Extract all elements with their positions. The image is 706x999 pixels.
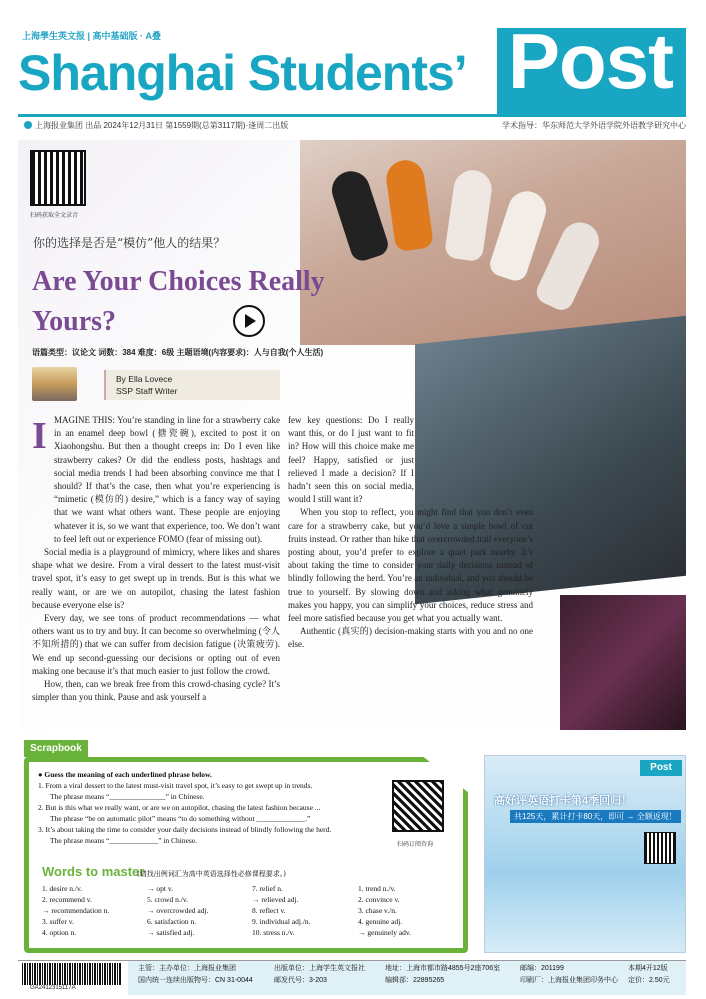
ad-qr-code[interactable] <box>644 832 676 864</box>
word-item: 3. chase v./n. <box>358 906 397 915</box>
author-title: SSP Staff Writer <box>116 386 178 396</box>
word-item: 2. recommend v. <box>42 895 92 904</box>
scrapbook-tab: Scrapbook <box>24 740 88 757</box>
article-column-1 <box>32 414 280 704</box>
word-item: → relieved adj. <box>252 895 299 904</box>
paragraph: When you stop to reflect, you might find that you don’t even care for a strawberry cake, but you’d love a simple bowl of cut fruits instead. Or rather than hike that overcrowded trail everyone’s posting about, you’d prefer to explore a quiet park nearby. It’s about taking the time to consider your daily decisions instead of blindly following the herd. You’re an individual, and you should be true to yourself. By slowing down and asking what genuinely makes you happy, you can simplify your choices, reduce stress and feel more satisfied because you get what you actually want. <box>288 507 533 624</box>
word-item: → satisfied adj. <box>147 928 195 937</box>
nail-image <box>327 166 391 263</box>
word-item: 6. satisfaction n. <box>147 917 197 926</box>
word-item: 5. crowd n./v. <box>147 895 188 904</box>
drop-cap: I <box>32 415 47 457</box>
word-item: 1. desire n./v. <box>42 884 83 893</box>
barcode-number: GA2412315117A <box>30 985 76 991</box>
scrapbook-questions <box>38 769 378 846</box>
footer-text: 本期4开12版 <box>628 965 668 972</box>
issue-text: 上海报业集团 出品 2024年12月31日 第1559期(总第3117期)·逢周二出版 <box>35 121 289 130</box>
publisher-logo-icon <box>24 121 32 129</box>
word-item: → overcrowded adj. <box>147 906 209 915</box>
words-to-master-title: Words to master <box>42 864 145 879</box>
footer-text: 邮编：201199 <box>520 965 564 972</box>
play-audio-button[interactable] <box>233 305 265 337</box>
word-item: 2. convince v. <box>358 895 400 904</box>
header-rule <box>18 114 686 117</box>
word-item: → genuinely adv. <box>358 928 412 937</box>
nail-image <box>487 186 551 283</box>
word-item: 4. genuine adj. <box>358 917 403 926</box>
article-title: Are Your Choices Really Yours? <box>32 266 325 337</box>
question-1: 1. From a viral dessert to the latest must-visit travel spot, it’s easy to get swept up in trends. <box>38 781 313 790</box>
word-list-2 <box>147 883 208 938</box>
qr-caption: 扫码订阅咨询 <box>397 842 434 848</box>
ad-title: 高好评英语打卡第4季回归！ <box>494 795 633 807</box>
byline <box>104 370 280 400</box>
footer-col-1 <box>138 963 253 987</box>
word-item: 10. stress n./v. <box>252 928 295 937</box>
subscribe-qr-code[interactable] <box>392 780 444 832</box>
word-list-3 <box>252 883 311 938</box>
word-item: → opt v. <box>147 884 173 893</box>
nail-image <box>444 168 494 262</box>
masthead-post: Post <box>508 17 674 105</box>
nail-image <box>533 216 605 314</box>
word-item: 4. option n. <box>42 928 77 937</box>
footer-col-5 <box>628 963 670 987</box>
paragraph: Social media is a playground of mimicry, where likes and shares shape what we desire. From a viral dessert to the latest must-visit travel spot, it’s easy to get swept up in trends. But is this what we really want, or are we on autopilot, chasing the latest fashion because everyone else is? <box>32 547 280 610</box>
word-item: 7. relief n. <box>252 884 283 893</box>
issue-line <box>24 120 288 131</box>
masthead-title: Shanghai Students’ <box>18 45 467 101</box>
word-item: → recommendation n. <box>42 906 110 915</box>
ad-subtitle: 共125天，累计打卡80天，即可 → 全额返现！ <box>510 810 681 823</box>
barcode <box>22 963 122 985</box>
word-list-1 <box>42 883 109 938</box>
question-2: 2. But is this what we really want, or are we on autopilot, chasing the latest fashion because ... <box>38 803 321 812</box>
exercise-heading: ● Guess the meaning of each underlined phrase below. <box>38 770 212 779</box>
paragraph: Authentic (真实的) decision-making starts with you and no one else. <box>288 626 533 650</box>
edition-line: 上海學生英文报 | 高中基础版 · A叠 <box>22 31 162 41</box>
nail-image <box>384 158 434 252</box>
footer-text: 定价：2.50元 <box>628 977 670 984</box>
paragraph: How, then, can we break free from this crowd-chasing cycle? It’s simpler than you think. Pause and ask yourself a <box>32 679 280 703</box>
footer-col-3 <box>385 963 500 987</box>
footer-text: 印刷厂：上海报业集团印务中心 <box>520 977 618 984</box>
words-note: (请找出例词汇为高中英语选择性必修课程要求。) <box>137 870 286 878</box>
ad-post-logo: Post <box>640 760 682 776</box>
question-3-blank: The phrase means “_____________” in Chinese. <box>50 836 198 845</box>
footer-col-4 <box>520 963 618 987</box>
play-icon <box>245 314 256 328</box>
footer-text: 出版单位：上海学生英文报社 <box>274 965 365 972</box>
footer-text: 地址：上海市都市路4855号2座706室 <box>385 965 501 972</box>
question-1-blank: The phrase means “_______________” in Chinese. <box>50 792 205 801</box>
word-item: 8. reflect v. <box>252 906 286 915</box>
qr-caption: 扫码获取全文录音 <box>30 213 79 219</box>
academic-advisor: 学术指导：华东师范大学外语学院外语教学研究中心 <box>502 121 686 130</box>
paragraph: MAGINE THIS: You’re standing in line for a strawberry cake in an enamel deep bowl (搪瓷碗), excited to post it on Xiaohongshu. But then a thought creeps in: Do I even like strawberry cakes? Or did the endless posts, hashtags and social media trends I had been absorbing convince me that I should? If that’s the case, then what you’re experiencing is “mimetic (模仿的) desire,” which is a fancy way of saying that we want what others want. These people are enjoying whatever it is, so we want that experience, too. We don’t want to feel left out or experience FOMO (fear of missing out). <box>54 415 280 544</box>
paragraph: Every day, we see tons of product recommendations — what others want us to try and buy. It can become so overwhelming (令人不知所措的) that we can suffer from decision fatigue (决策疲劳). We end up second-guessing our decisions or opting out of even making one because it’s that much easier to just follow the crowd. <box>32 613 280 676</box>
article-column-2 <box>288 414 533 652</box>
footer-text: 国内统一连续出版物号：CN 31-0044 <box>138 977 253 984</box>
footer-col-2 <box>274 963 365 987</box>
chinese-subtitle: 你的选择是否是“模仿”他人的结果？ <box>33 236 226 250</box>
word-item: 3. suffer v. <box>42 917 74 926</box>
audio-qr-code[interactable] <box>30 150 86 206</box>
word-list-4 <box>358 883 411 938</box>
footer-text: 主管：主办单位：上海报业集团 <box>138 965 236 972</box>
word-item: 9. individual adj./n. <box>252 917 311 926</box>
halloween-makeup-photo <box>560 595 686 730</box>
question-3: 3. It’s about taking the time to consider your daily decisions instead of blindly following the herd. <box>38 825 332 834</box>
article-meta: 语篇类型：议论文 词数：384 难度：6级 主题语境(内容要求)：人与自我(个人生活) <box>32 348 324 357</box>
word-item: 1. trend n./v. <box>358 884 396 893</box>
author-avatar <box>32 367 77 401</box>
question-2-blank: The phrase “be on automatic pilot” means “to do something without _____________.” <box>50 814 311 823</box>
halloween-nails-photo <box>300 140 686 345</box>
footer-text: 编辑部：22895265 <box>385 977 445 984</box>
paragraph: few key questions: Do I really want this, or do I just want to fit in? How will this choice make me feel? Happy, satisfied or just relieved I made a decision? If I hadn’t seen this on social media, would I still want it? <box>288 415 414 505</box>
footer-text: 邮发代号：3-203 <box>274 977 327 984</box>
author-name: By Ella Lovece <box>116 374 173 384</box>
